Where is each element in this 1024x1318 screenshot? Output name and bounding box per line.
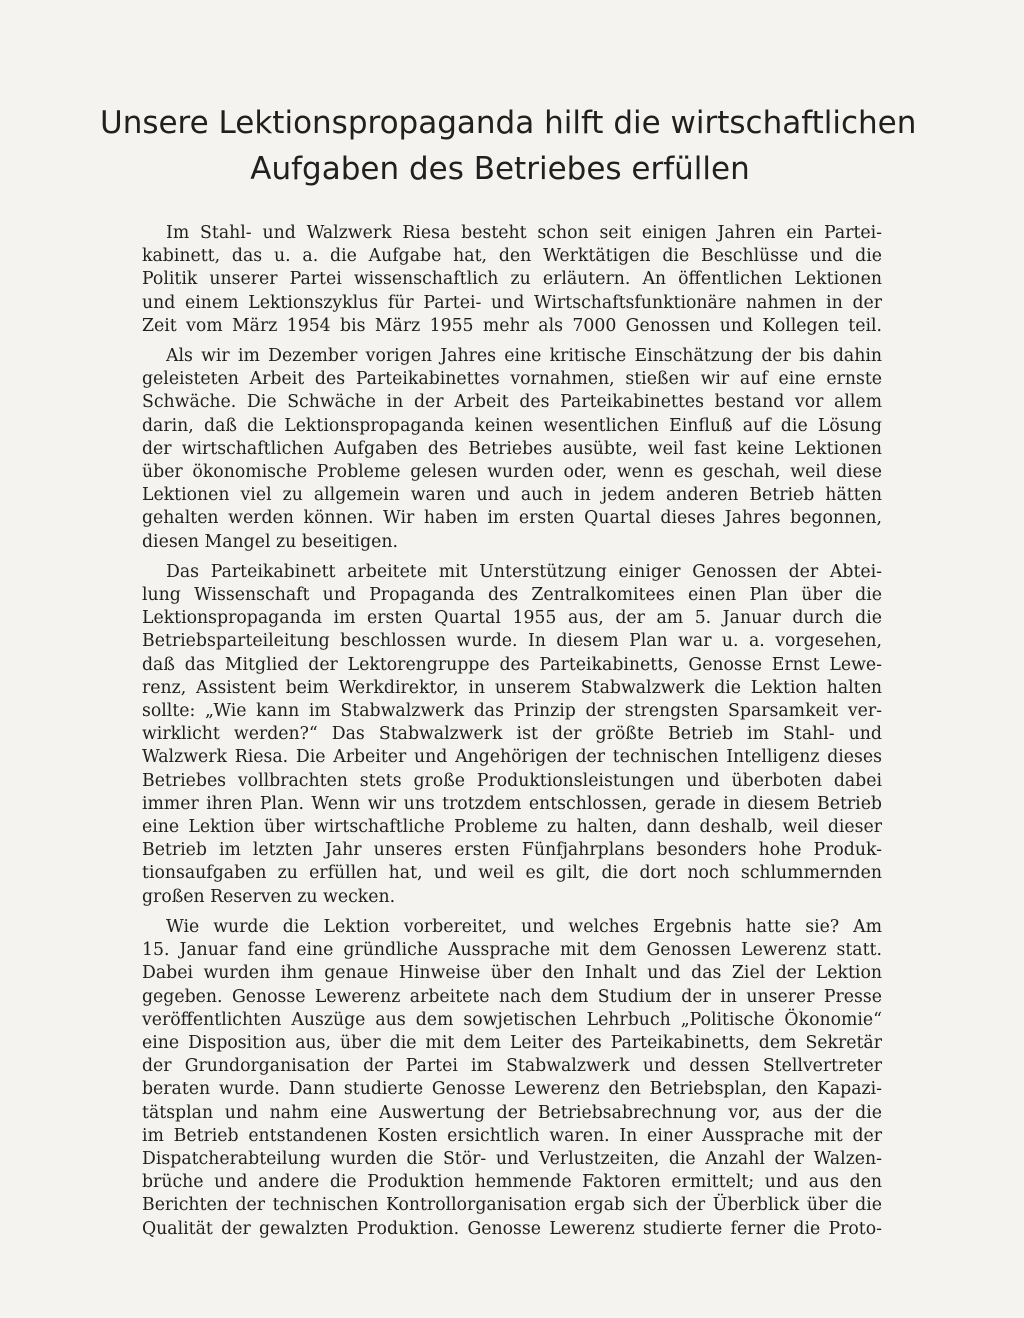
text-line: Betriebes vollbrachten stets große Produktionsleistungen und überboten dabei <box>142 770 882 791</box>
text-line: eine Lektion über wirtschaftliche Probleme zu halten, dann deshalb, weil dieser <box>142 817 882 838</box>
text-line: großen Reserven zu wecken. <box>142 886 396 907</box>
text-line: renz, Assistent beim Werkdirektor, in unserem Stabwalzwerk die Lektion halten <box>142 677 882 698</box>
text-line: Dabei wurden ihm genaue Hinweise über den Inhalt und das Ziel der Lektion <box>142 963 882 984</box>
text-line: diesen Mangel zu beseitigen. <box>142 531 398 552</box>
text-line: immer ihren Plan. Wenn wir uns trotzdem entschlossen, gerade in diesem Betrieb <box>142 793 882 814</box>
text-line: Betrieb im letzten Jahr unseres ersten Fünfjahrplans besonders hohe Produk- <box>142 840 882 861</box>
text-line: beraten wurde. Dann studierte Genosse Lewerenz den Betriebsplan, den Kapazi- <box>142 1079 882 1100</box>
text-line: Betriebsparteileitung beschlossen wurde. In diesem Plan war u. a. vorgesehen, <box>142 631 882 652</box>
text-line: Dispatcherabteilung wurden die Stör- und Verlustzeiten, die Anzahl der Walzen- <box>142 1148 882 1169</box>
text-line: Walzwerk Riesa. Die Arbeiter und Angehörigen der technischen Intelligenz dieses <box>142 747 882 768</box>
text-line: Schwäche. Die Schwäche in der Arbeit des Parteikabinettes bestand vor allem <box>142 392 882 413</box>
text-line: lung Wissenschaft und Propaganda des Zentralkomitees einen Plan über die <box>142 585 882 606</box>
text-line: 15. Januar fand eine gründliche Aussprache mit dem Genossen Lewerenz statt. <box>142 940 882 961</box>
text-line: im Betrieb entstandenen Kosten ersichtlich waren. In einer Aussprache mit der <box>142 1125 882 1146</box>
text-line: gegeben. Genosse Lewerenz arbeitete nach dem Studium der in unserer Presse <box>142 986 882 1007</box>
text-line: kabinett, das u. a. die Aufgabe hat, den Werktätigen die Beschlüsse und die <box>142 246 882 267</box>
paragraph-1 <box>142 222 882 338</box>
text-line: geleisteten Arbeit des Parteikabinettes vornahmen, stießen wir auf eine ernste <box>142 369 882 390</box>
text-line: Lektionspropaganda im ersten Quartal 1955 aus, der am 5. Januar durch die <box>142 608 882 629</box>
paragraph-3 <box>142 561 882 909</box>
text-line: Das Parteikabinett arbeitete mit Unterstützung einiger Genossen der Abtei- <box>166 561 882 582</box>
text-line: Im Stahl- und Walzwerk Riesa besteht schon seit einigen Jahren ein Partei- <box>166 223 882 243</box>
text-line: sollte: „Wie kann im Stabwalzwerk das Prinzip der strengsten Sparsamkeit ver- <box>142 701 882 722</box>
text-line: Qualität der gewalzten Produktion. Genosse Lewerenz studierte ferner die Proto- <box>142 1218 882 1239</box>
text-line: veröffentlichten Auszüge aus dem sowjetischen Lehrbuch „Politische Ökonomie“ <box>142 1009 882 1030</box>
text-line: Lektionen viel zu allgemein waren und auch in jedem anderen Betrieb hätten <box>142 485 882 506</box>
text-line: und einem Lektionszyklus für Partei- und Wirtschaftsfunktionäre nahmen in der <box>142 292 882 313</box>
text-line: über ökonomische Probleme gelesen wurden oder, wenn es geschah, weil diese <box>142 462 882 483</box>
text-line: brüche und andere die Produktion hemmende Faktoren ermittelt; und aus den <box>142 1172 882 1193</box>
text-line: darin, daß die Lektionspropaganda keinen wesentlichen Einfluß auf die Lösung <box>142 415 882 436</box>
text-line: Zeit vom März 1954 bis März 1955 mehr als 7000 Genossen und Kollegen teil. <box>142 315 882 336</box>
text-line: der Grundorganisation der Partei im Stabwalzwerk und dessen Stellvertreter <box>142 1056 882 1077</box>
text-line: gehalten werden können. Wir haben im ersten Quartal dieses Jahres begonnen, <box>142 508 882 529</box>
text-line: der wirtschaftlichen Aufgaben des Betriebes ausübte, weil fast keine Lektionen <box>142 438 882 459</box>
title-line: Unsere Lektionspropaganda hilft die wirtschaftlichen <box>100 105 917 141</box>
text-line: daß das Mitglied der Lektorengruppe des Parteikabinetts, Genosse Ernst Lewe- <box>142 654 882 675</box>
article-body <box>142 222 882 1248</box>
text-line: wirklicht werden?“ Das Stabwalzwerk ist der größte Betrieb im Stahl- und <box>142 724 882 745</box>
paragraph-2 <box>142 345 882 554</box>
text-line: Berichten der technischen Kontrollorganisation ergab sich der Überblick über die <box>142 1195 882 1216</box>
text-line: tätsplan und nahm eine Auswertung der Betriebsabrechnung vor, aus der die <box>142 1102 882 1123</box>
text-line: tionsaufgaben zu erfüllen hat, und weil es gilt, die dort noch schlummernden <box>142 863 882 884</box>
text-line: Als wir im Dezember vorigen Jahres eine kritische Einschätzung der bis dahin <box>166 346 882 367</box>
title-line: Aufgaben des Betriebes erfüllen <box>250 151 750 187</box>
text-line: Wie wurde die Lektion vorbereitet, und welches Ergebnis hatte sie? Am <box>166 916 882 937</box>
text-line: Politik unserer Partei wissenschaftlich zu erläutern. An öffentlichen Lektionen <box>142 269 882 290</box>
article-title <box>100 100 917 192</box>
text-line: eine Disposition aus, über die mit dem Leiter des Parteikabinetts, dem Sekretär <box>142 1032 882 1053</box>
paragraph-4 <box>142 916 882 1241</box>
